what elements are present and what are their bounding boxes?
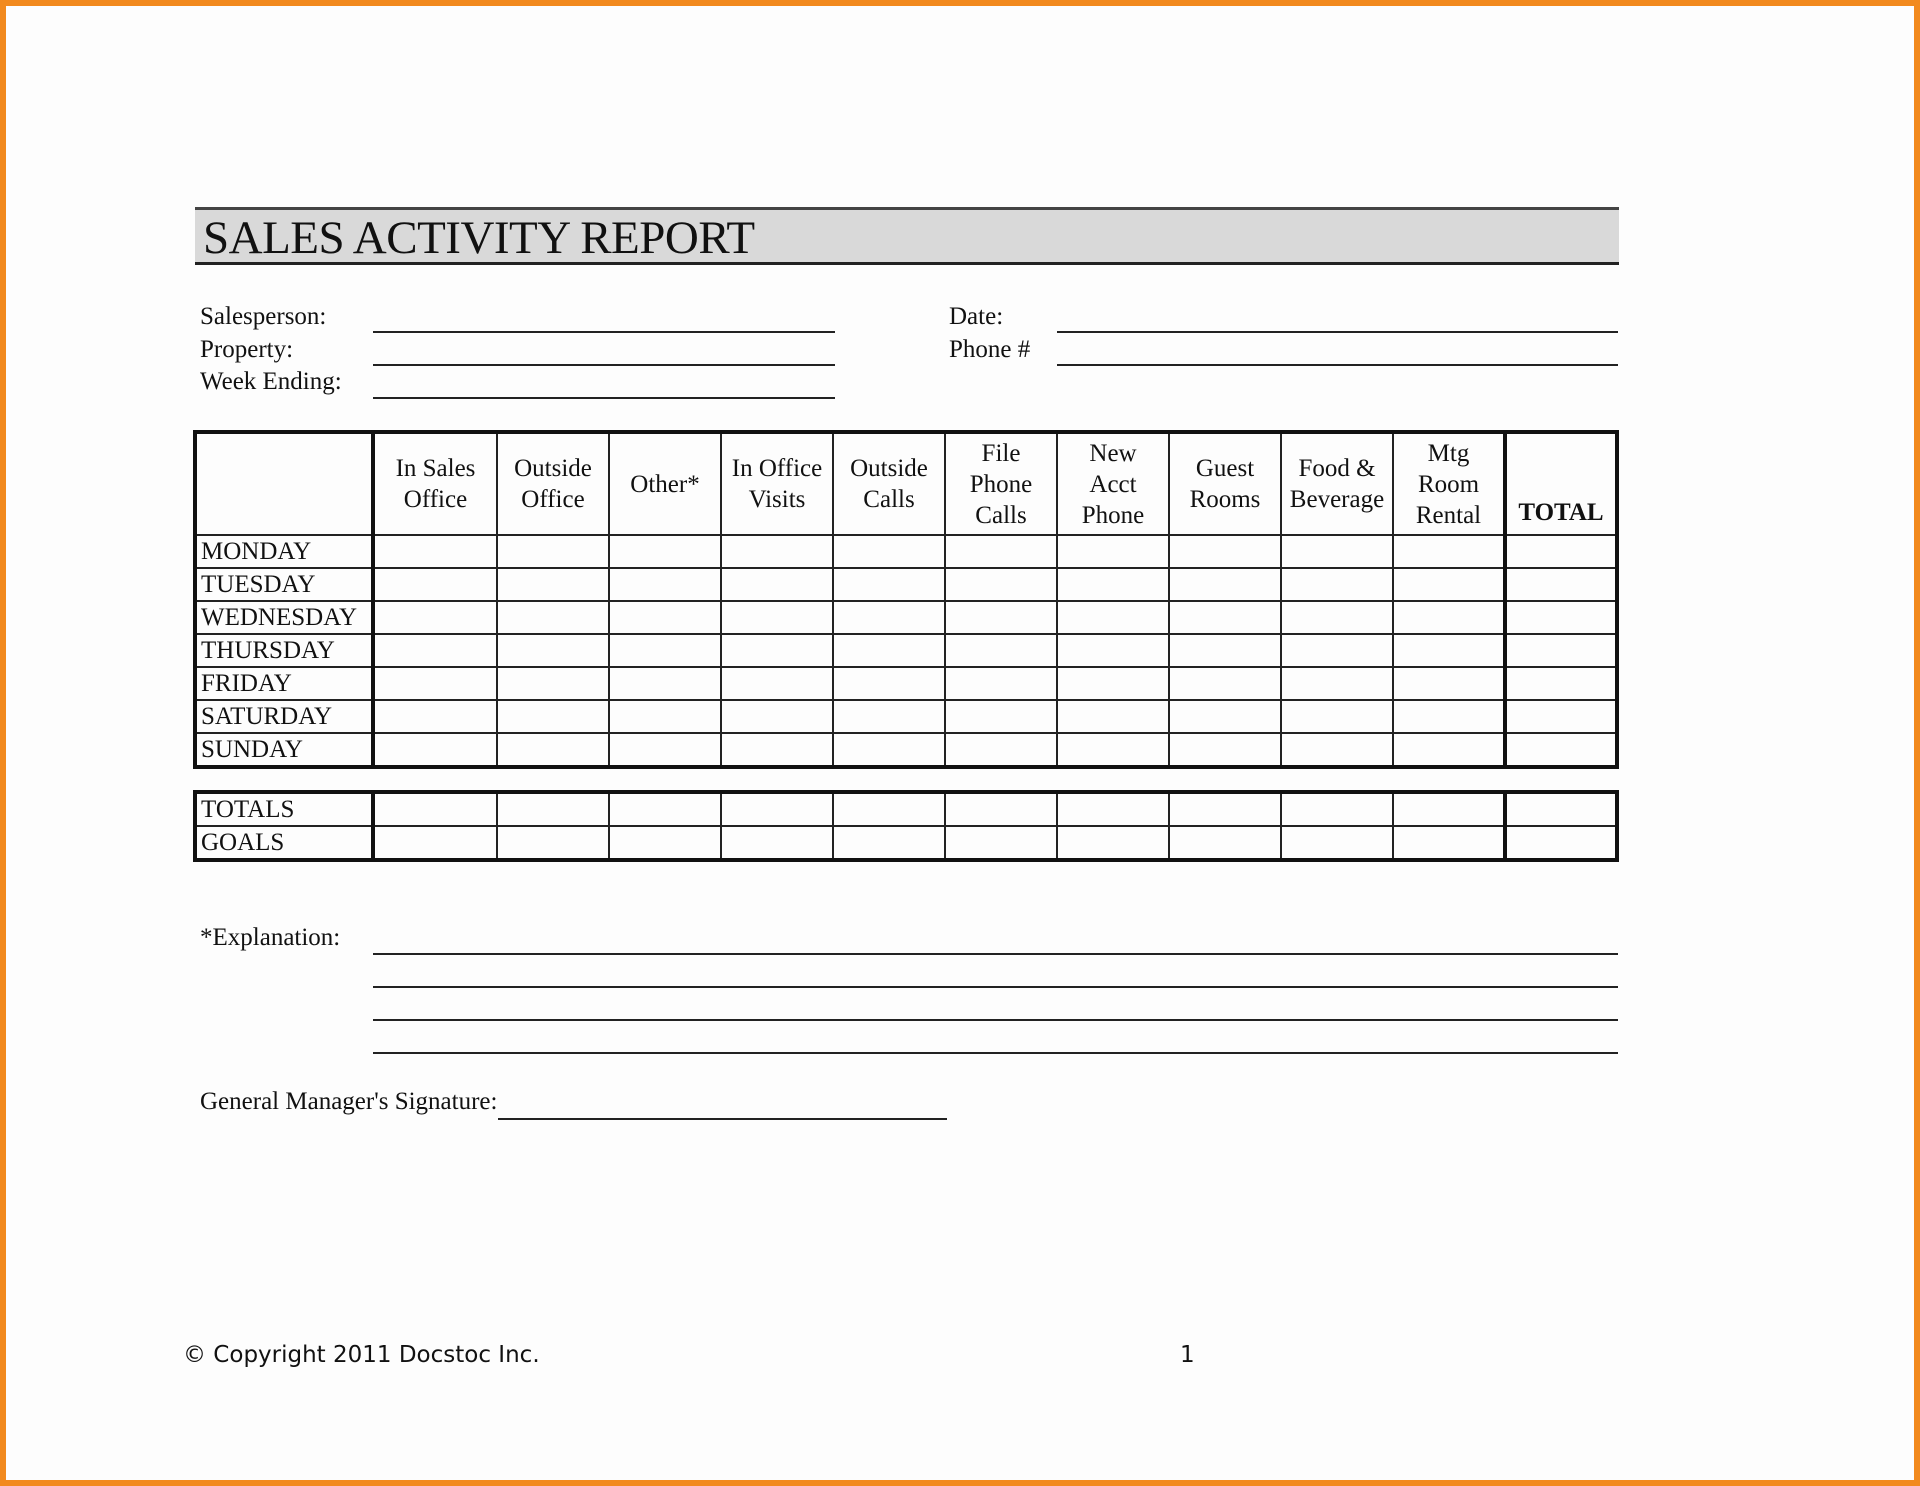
- activity-cell[interactable]: [373, 733, 497, 767]
- summary-cell[interactable]: [1057, 826, 1169, 860]
- summary-cell[interactable]: [497, 826, 609, 860]
- summary-grid: [193, 790, 1619, 862]
- summary-cell[interactable]: [1281, 792, 1393, 826]
- week-ending-label: Week Ending:: [200, 368, 342, 395]
- activity-cell[interactable]: [1281, 601, 1393, 634]
- activity-cell[interactable]: [945, 634, 1057, 667]
- activity-cell[interactable]: [497, 634, 609, 667]
- copyright-text: © Copyright 2011 Docstoc Inc.: [183, 1342, 540, 1368]
- phone-label: Phone #: [949, 336, 1031, 363]
- day-label: FRIDAY: [195, 667, 373, 700]
- activity-cell[interactable]: [1393, 535, 1505, 568]
- summary-cell[interactable]: [609, 792, 721, 826]
- summary-total-cell[interactable]: [1505, 792, 1617, 826]
- summary-cell[interactable]: [721, 792, 833, 826]
- activity-cell[interactable]: [373, 568, 497, 601]
- explanation-line-1[interactable]: [373, 953, 1618, 955]
- activity-cell[interactable]: [1169, 535, 1281, 568]
- activity-cell[interactable]: [721, 634, 833, 667]
- activity-cell[interactable]: [1169, 601, 1281, 634]
- explanation-label: *Explanation:: [200, 924, 341, 951]
- summary-cell[interactable]: [1281, 826, 1393, 860]
- summary-cell[interactable]: [1169, 792, 1281, 826]
- summary-cell[interactable]: [945, 792, 1057, 826]
- day-label: TUESDAY: [195, 568, 373, 601]
- activity-cell[interactable]: [373, 634, 497, 667]
- activity-cell[interactable]: [1169, 700, 1281, 733]
- day-row: [195, 700, 1617, 733]
- day-total-cell[interactable]: [1505, 700, 1617, 733]
- activity-cell[interactable]: [1169, 733, 1281, 767]
- day-row: [195, 733, 1617, 767]
- property-field[interactable]: [373, 364, 835, 366]
- activity-cell[interactable]: [1169, 667, 1281, 700]
- date-label: Date:: [949, 303, 1004, 330]
- summary-label: GOALS: [195, 826, 373, 860]
- day-row: [195, 634, 1617, 667]
- column-header: In Sales Office: [373, 432, 497, 535]
- activity-cell[interactable]: [1281, 568, 1393, 601]
- activity-cell[interactable]: [1057, 634, 1169, 667]
- total-column-header: TOTAL: [1505, 432, 1617, 535]
- column-header: Food & Beverage: [1281, 432, 1393, 535]
- activity-cell[interactable]: [833, 568, 945, 601]
- column-header: Mtg Room Rental: [1393, 432, 1505, 535]
- explanation-line-2[interactable]: [373, 986, 1618, 988]
- explanation-line-3[interactable]: [373, 1019, 1618, 1021]
- summary-row: [195, 826, 1617, 860]
- activity-cell[interactable]: [833, 601, 945, 634]
- activity-cell[interactable]: [945, 535, 1057, 568]
- day-total-cell[interactable]: [1505, 634, 1617, 667]
- activity-cell[interactable]: [1057, 667, 1169, 700]
- activity-cell[interactable]: [497, 535, 609, 568]
- activity-cell[interactable]: [1169, 568, 1281, 601]
- column-header: Guest Rooms: [1169, 432, 1281, 535]
- activity-cell[interactable]: [497, 733, 609, 767]
- activity-cell[interactable]: [721, 667, 833, 700]
- activity-cell[interactable]: [1057, 535, 1169, 568]
- activity-cell[interactable]: [721, 568, 833, 601]
- summary-label: TOTALS: [195, 792, 373, 826]
- day-label: MONDAY: [195, 535, 373, 568]
- summary-cell[interactable]: [609, 826, 721, 860]
- column-header: Outside Calls: [833, 432, 945, 535]
- explanation-line-4[interactable]: [373, 1052, 1618, 1054]
- day-label: SATURDAY: [195, 700, 373, 733]
- phone-field[interactable]: [1057, 364, 1618, 366]
- activity-cell[interactable]: [1393, 568, 1505, 601]
- summary-cell[interactable]: [833, 792, 945, 826]
- page-number: 1: [1180, 1342, 1195, 1368]
- activity-cell[interactable]: [1281, 667, 1393, 700]
- day-total-cell[interactable]: [1505, 601, 1617, 634]
- day-total-cell[interactable]: [1505, 535, 1617, 568]
- activity-cell[interactable]: [497, 601, 609, 634]
- header-corner-cell: [195, 432, 373, 535]
- activity-cell[interactable]: [1393, 667, 1505, 700]
- activity-cell[interactable]: [1393, 700, 1505, 733]
- activity-cell[interactable]: [833, 634, 945, 667]
- salesperson-field[interactable]: [373, 331, 835, 333]
- activity-cell[interactable]: [497, 700, 609, 733]
- day-total-cell[interactable]: [1505, 667, 1617, 700]
- activity-cell[interactable]: [833, 667, 945, 700]
- activity-cell[interactable]: [1393, 634, 1505, 667]
- activity-cell[interactable]: [497, 667, 609, 700]
- day-total-cell[interactable]: [1505, 568, 1617, 601]
- activity-cell[interactable]: [945, 733, 1057, 767]
- activity-cell[interactable]: [721, 733, 833, 767]
- activity-cell[interactable]: [1281, 700, 1393, 733]
- activity-cell[interactable]: [833, 700, 945, 733]
- signature-label: General Manager's Signature:: [200, 1088, 498, 1115]
- activity-cell[interactable]: [1057, 568, 1169, 601]
- activity-cell[interactable]: [1281, 634, 1393, 667]
- day-row: [195, 535, 1617, 568]
- activity-cell[interactable]: [945, 667, 1057, 700]
- activity-cell[interactable]: [1393, 601, 1505, 634]
- activity-cell[interactable]: [945, 568, 1057, 601]
- activity-cell[interactable]: [497, 568, 609, 601]
- activity-grid: [193, 430, 1619, 769]
- activity-cell[interactable]: [609, 634, 721, 667]
- activity-cell[interactable]: [945, 601, 1057, 634]
- day-row: [195, 667, 1617, 700]
- summary-cell[interactable]: [721, 826, 833, 860]
- column-header: Outside Office: [497, 432, 609, 535]
- activity-cell[interactable]: [373, 601, 497, 634]
- header-row: [195, 432, 1617, 535]
- summary-cell[interactable]: [1169, 826, 1281, 860]
- summary-cell[interactable]: [497, 792, 609, 826]
- title-bar: [195, 207, 1619, 265]
- summary-total-cell[interactable]: [1505, 826, 1617, 860]
- summary-cell[interactable]: [373, 792, 497, 826]
- day-label: SUNDAY: [195, 733, 373, 767]
- column-header: Other*: [609, 432, 721, 535]
- summary-cell[interactable]: [945, 826, 1057, 860]
- summary-cell[interactable]: [373, 826, 497, 860]
- activity-cell[interactable]: [833, 733, 945, 767]
- date-field[interactable]: [1057, 331, 1618, 333]
- activity-cell[interactable]: [609, 700, 721, 733]
- activity-cell[interactable]: [1169, 634, 1281, 667]
- activity-cell[interactable]: [1281, 733, 1393, 767]
- activity-cell[interactable]: [373, 700, 497, 733]
- day-total-cell[interactable]: [1505, 733, 1617, 767]
- activity-cell[interactable]: [609, 568, 721, 601]
- day-row: [195, 568, 1617, 601]
- page-title: SALES ACTIVITY REPORT: [203, 212, 755, 264]
- activity-cell[interactable]: [609, 733, 721, 767]
- week-ending-field[interactable]: [373, 397, 835, 399]
- column-header: File Phone Calls: [945, 432, 1057, 535]
- activity-cell[interactable]: [721, 700, 833, 733]
- salesperson-label: Salesperson:: [200, 303, 327, 330]
- column-header: New Acct Phone: [1057, 432, 1169, 535]
- day-row: [195, 601, 1617, 634]
- activity-cell[interactable]: [721, 601, 833, 634]
- day-label: WEDNESDAY: [195, 601, 373, 634]
- summary-cell[interactable]: [1393, 792, 1505, 826]
- activity-cell[interactable]: [609, 601, 721, 634]
- activity-cell[interactable]: [609, 535, 721, 568]
- summary-cell[interactable]: [833, 826, 945, 860]
- activity-cell[interactable]: [721, 535, 833, 568]
- property-label: Property:: [200, 336, 294, 363]
- activity-cell[interactable]: [1057, 601, 1169, 634]
- column-header: In Office Visits: [721, 432, 833, 535]
- summary-cell[interactable]: [1057, 792, 1169, 826]
- activity-cell[interactable]: [1057, 700, 1169, 733]
- activity-cell[interactable]: [1281, 535, 1393, 568]
- summary-row: [195, 792, 1617, 826]
- activity-cell[interactable]: [1393, 733, 1505, 767]
- signature-field[interactable]: [498, 1118, 947, 1120]
- activity-cell[interactable]: [373, 667, 497, 700]
- activity-cell[interactable]: [833, 535, 945, 568]
- day-label: THURSDAY: [195, 634, 373, 667]
- summary-cell[interactable]: [1393, 826, 1505, 860]
- activity-cell[interactable]: [609, 667, 721, 700]
- activity-cell[interactable]: [945, 700, 1057, 733]
- activity-cell[interactable]: [373, 535, 497, 568]
- activity-cell[interactable]: [1057, 733, 1169, 767]
